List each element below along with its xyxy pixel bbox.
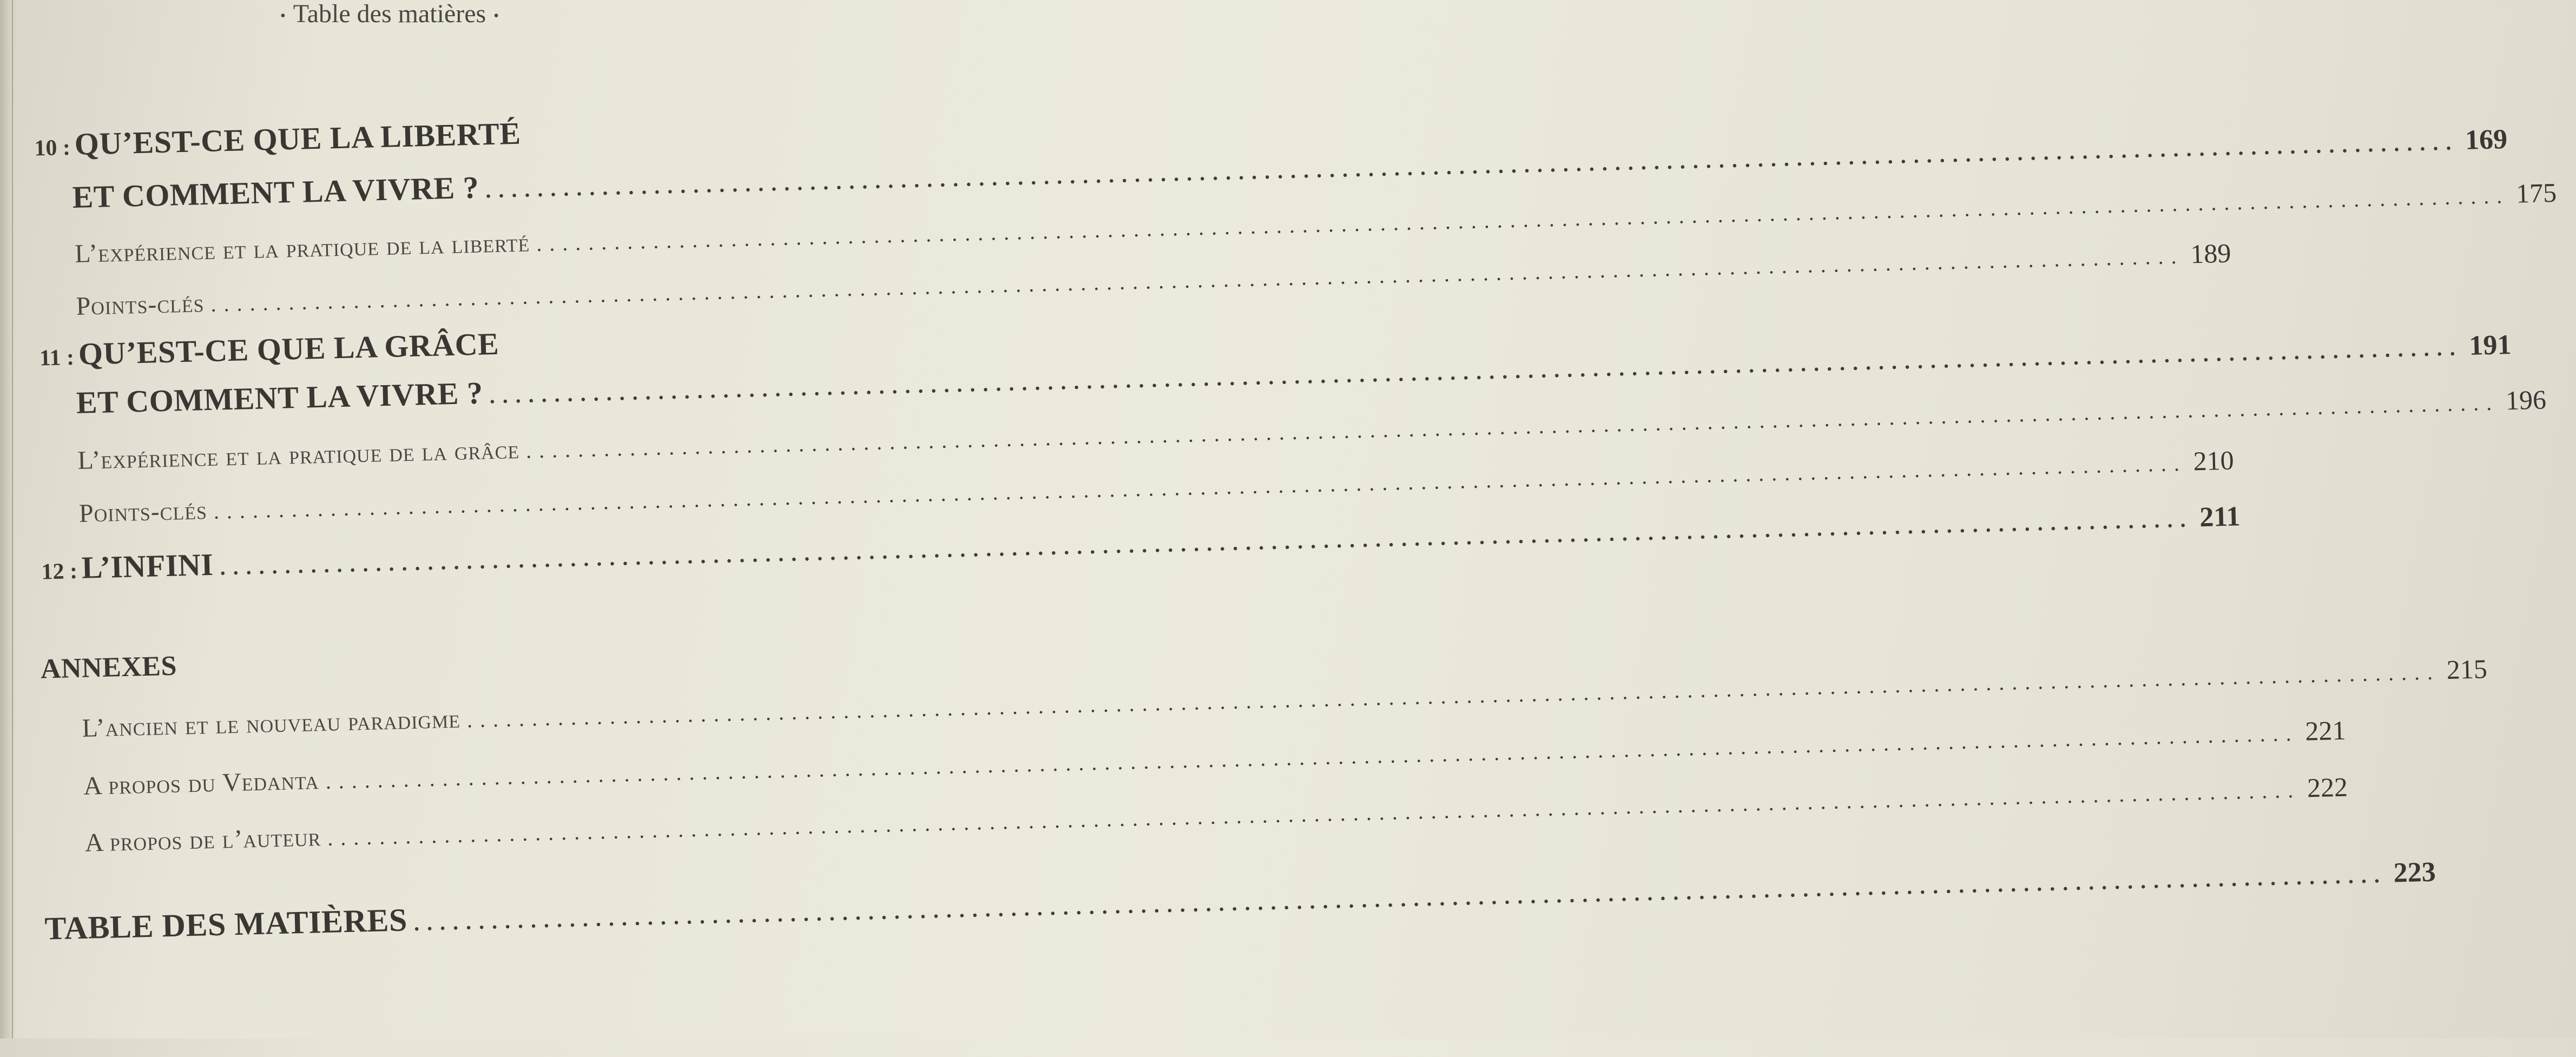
section-title: L’expérience et la pratique de la grâce xyxy=(77,435,520,475)
page-number: 196 xyxy=(2505,384,2547,416)
page-number: 189 xyxy=(2190,237,2231,269)
final-entry-title: TABLE DES MATIÈRES xyxy=(44,902,408,947)
chapter-title-line2: ET COMMENT LA VIVRE ? xyxy=(71,169,479,215)
running-head-text: Table des matières xyxy=(293,0,486,28)
page-number: 210 xyxy=(2192,445,2235,477)
chapter-number: 12 : xyxy=(41,558,78,585)
page-number: 222 xyxy=(2307,771,2348,803)
chapter-number: 11 : xyxy=(39,345,75,371)
chapter-title: L’INFINI xyxy=(81,546,214,585)
page-number: 215 xyxy=(2446,653,2488,685)
bullet-right: • xyxy=(493,7,499,24)
chapter-number: 10 : xyxy=(34,135,71,161)
dot-leader xyxy=(466,659,2440,732)
annex-title: A propos de l’auteur xyxy=(84,823,321,857)
annex-title: A propos du Vedanta xyxy=(83,766,320,801)
toc-self-entry[interactable] xyxy=(44,856,2436,948)
dot-leader xyxy=(413,862,2387,936)
dot-leader xyxy=(325,721,2299,794)
page-number: 223 xyxy=(2393,856,2436,889)
bullet-left: • xyxy=(280,7,286,24)
page-number: 211 xyxy=(2199,501,2241,533)
section-title: L’expérience et la pratique de la liberté xyxy=(74,228,530,268)
section-title: Points-clés xyxy=(78,496,208,528)
page-number: 169 xyxy=(2465,124,2508,156)
chapter-10-title-line1 xyxy=(34,115,521,163)
chapter-11-title-line1 xyxy=(39,326,499,373)
chapter-title: QU’EST-CE QUE LA GRÂCE xyxy=(78,326,499,372)
page-number: 191 xyxy=(2468,329,2512,361)
page-number: 221 xyxy=(2304,715,2347,746)
section-title: Points-clés xyxy=(75,289,205,321)
chapter-title-line2: ET COMMENT LA VIVRE ? xyxy=(76,375,484,420)
dot-leader xyxy=(327,777,2301,851)
annex-title: L’ancien et le nouveau paradigme xyxy=(81,704,461,743)
annexes-heading: ANNEXES xyxy=(40,650,177,685)
chapter-title: QU’EST-CE QUE LA LIBERTÉ xyxy=(74,115,522,162)
page-number: 175 xyxy=(2515,177,2557,209)
